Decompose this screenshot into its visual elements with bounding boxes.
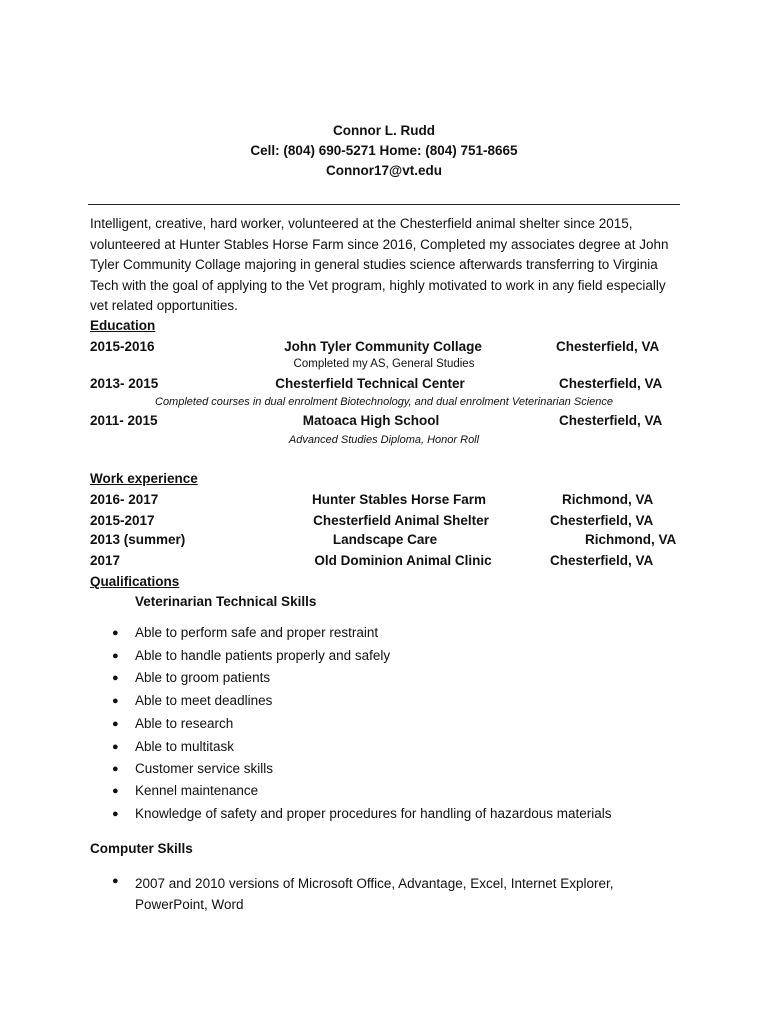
- work-place: Landscape Care: [332, 532, 438, 547]
- education-heading: Education: [90, 318, 156, 333]
- work-heading: Work experience: [90, 471, 198, 486]
- bullet-icon: ●: [112, 875, 119, 887]
- bullet-icon: ●: [112, 763, 119, 775]
- list-item: Knowledge of safety and proper procedures for handling of hazardous materials: [135, 806, 612, 821]
- list-item: Able to groom patients: [135, 670, 271, 685]
- list-item: 2007 and 2010 versions of Microsoft Office, Advantage, Excel, Internet Explorer, PowerPoint, Word: [135, 876, 614, 912]
- phone-numbers: Cell: (804) 690-5271 Home: (804) 751-8665: [250, 143, 518, 158]
- work-place: Old Dominion Animal Clinic: [314, 553, 492, 568]
- list-item: Able to multitask: [135, 739, 235, 754]
- list-item: Able to meet deadlines: [135, 693, 273, 708]
- work-place: Hunter Stables Horse Farm: [311, 492, 487, 507]
- work-place: Chesterfield Animal Shelter: [313, 513, 489, 528]
- education-years: 2013- 2015: [90, 376, 159, 391]
- work-location: Richmond, VA: [585, 532, 677, 547]
- education-note: Completed my AS, General Studies: [293, 358, 475, 370]
- bullet-icon: ●: [112, 650, 119, 662]
- technical-skills-subheading: Veterinarian Technical Skills: [135, 594, 317, 609]
- bullet-icon: ●: [112, 808, 119, 820]
- work-location: Richmond, VA: [562, 492, 654, 507]
- education-location: Chesterfield, VA: [559, 376, 663, 391]
- list-item: Kennel maintenance: [135, 783, 259, 798]
- summary-paragraph: Intelligent, creative, hard worker, volunteered at the Chesterfield animal shelter since 2015, volunteered at Hunter Stables Horse Farm since 2016, Completed my associates degree at John Tyler Community Collage majoring in general studies science afterwards transferring to Virginia Tech with the goal of applying to the Vet program, highly motivated to work in any field especially vet related opportunities.: [90, 216, 669, 314]
- work-years: 2013 (summer): [90, 532, 186, 547]
- list-item: Customer service skills: [135, 761, 274, 776]
- header-divider: [88, 204, 680, 205]
- education-location: Chesterfield, VA: [559, 413, 663, 428]
- education-note: Completed courses in dual enrolment Biotechnology, and dual enrolment Veterinarian Science: [155, 396, 613, 408]
- qualifications-heading: Qualifications: [90, 574, 180, 589]
- education-school: Matoaca High School: [302, 413, 440, 428]
- email-address: Connor17@vt.edu: [326, 163, 442, 178]
- bullet-icon: ●: [112, 741, 119, 753]
- education-years: 2015-2016: [90, 339, 155, 354]
- bullet-icon: ●: [112, 627, 119, 639]
- computer-skills-heading: Computer Skills: [90, 841, 193, 856]
- work-years: 2015-2017: [90, 513, 155, 528]
- education-note: Advanced Studies Diploma, Honor Roll: [288, 434, 480, 446]
- education-location: Chesterfield, VA: [556, 339, 660, 354]
- list-item: Able to research: [135, 716, 234, 731]
- work-years: 2017: [90, 553, 121, 568]
- work-location: Chesterfield, VA: [550, 513, 654, 528]
- bullet-icon: ●: [112, 695, 119, 707]
- bullet-icon: ●: [112, 672, 119, 684]
- work-years: 2016- 2017: [90, 492, 159, 507]
- work-location: Chesterfield, VA: [550, 553, 654, 568]
- bullet-icon: ●: [112, 718, 119, 730]
- candidate-name: Connor L. Rudd: [333, 123, 435, 138]
- education-years: 2011- 2015: [90, 413, 158, 428]
- bullet-icon: ●: [112, 785, 119, 797]
- education-school: John Tyler Community Collage: [284, 339, 482, 354]
- education-school: Chesterfield Technical Center: [275, 376, 465, 391]
- list-item: Able to perform safe and proper restraint: [135, 625, 379, 640]
- list-item: Able to handle patients properly and safely: [135, 648, 391, 663]
